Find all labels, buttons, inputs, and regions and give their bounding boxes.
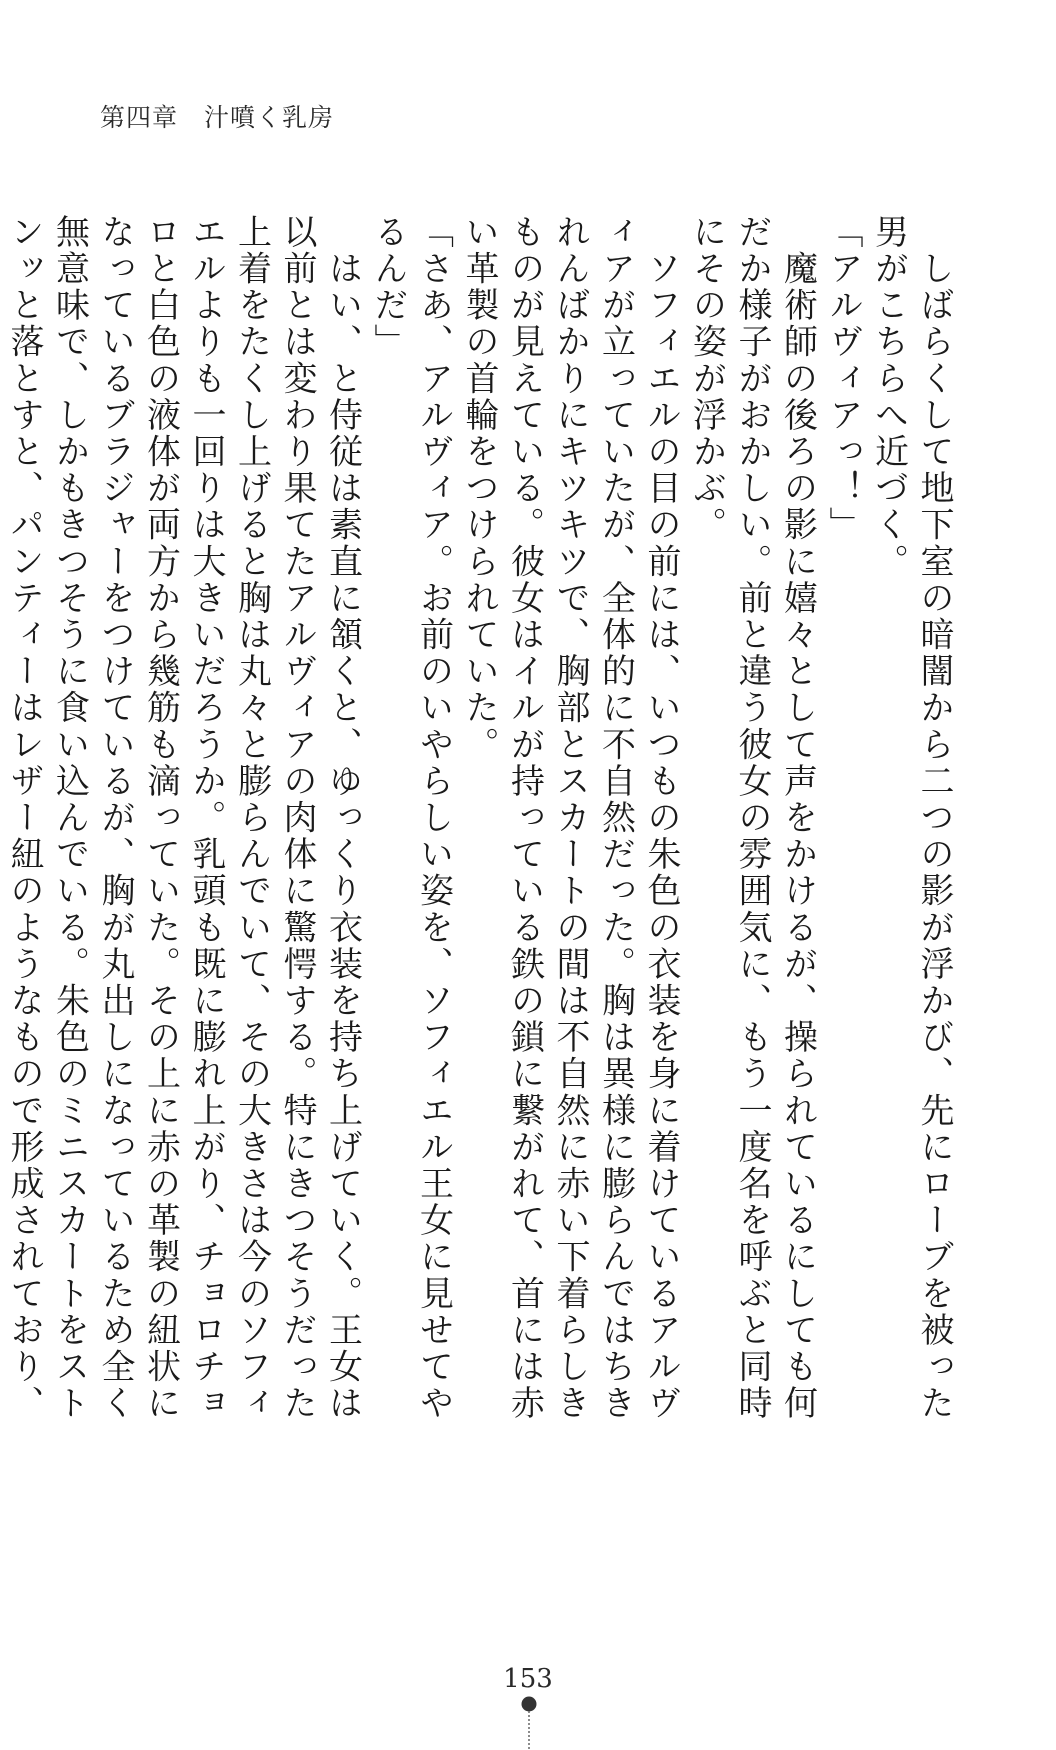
paragraph: はい、と侍従は素直に頷くと、ゆっくり衣装を持ち上げていく。王女は以前とは変わり果てたアルヴィアの肉体に驚愕する。特にきつそうだった上着をたくし上げると胸は丸々と膨らんでいて、その大きさは今のソフィエルよりも一回りは大きいだろうか。乳頭も既に膨れ上がり、チョロチョロと白色の液体が両方から幾筋も滴っていた。その上に赤の革製の紐状になっているブラジャーをつけているが、胸が丸出しになっているため全く無意味で、しかもきつそうに食い込んでいる。朱色のミニスカートをストンッと落とすと、パンティーはレザー紐のようなもので形成されており、: [4, 214, 363, 1422]
paragraph: しばらくして地下室の暗闇から二つの影が浮かび、先にローブを被った男がこちらへ近づく。: [868, 214, 954, 1422]
bookmark-ribbon-icon: [519, 1695, 539, 1750]
page-number: 153: [503, 1664, 553, 1694]
paragraph: ソフィエルの目の前には、いつもの朱色の衣装を身に着けているアルヴィアが立っていたが、全体的に不自然だった。胸は異様に膨らんではちきれんばかりにキツキツで、胸部とスカートの間は不自然に赤い下着らしきものが見えている。彼女はイルが持っている鉄の鎖に繋がれて、首には赤い革製の首輪をつけられていた。: [459, 214, 681, 1422]
body-text: [4, 214, 956, 1444]
paragraph: 「アルヴィアっ！」: [823, 214, 863, 544]
paragraph: 「さあ、アルヴィア。お前のいやらしい姿を、ソフィエル王女に見せてやるんだ」: [368, 214, 454, 1422]
paragraph: 魔術師の後ろの影に嬉々として声をかけるが、操られているにしても何だか様子がおかしい。前と違う彼女の雰囲気に、もう一度名を呼ぶと同時にその姿が浮かぶ。: [686, 214, 818, 1422]
chapter-header: 第四章 汁噴く乳房: [100, 103, 335, 132]
